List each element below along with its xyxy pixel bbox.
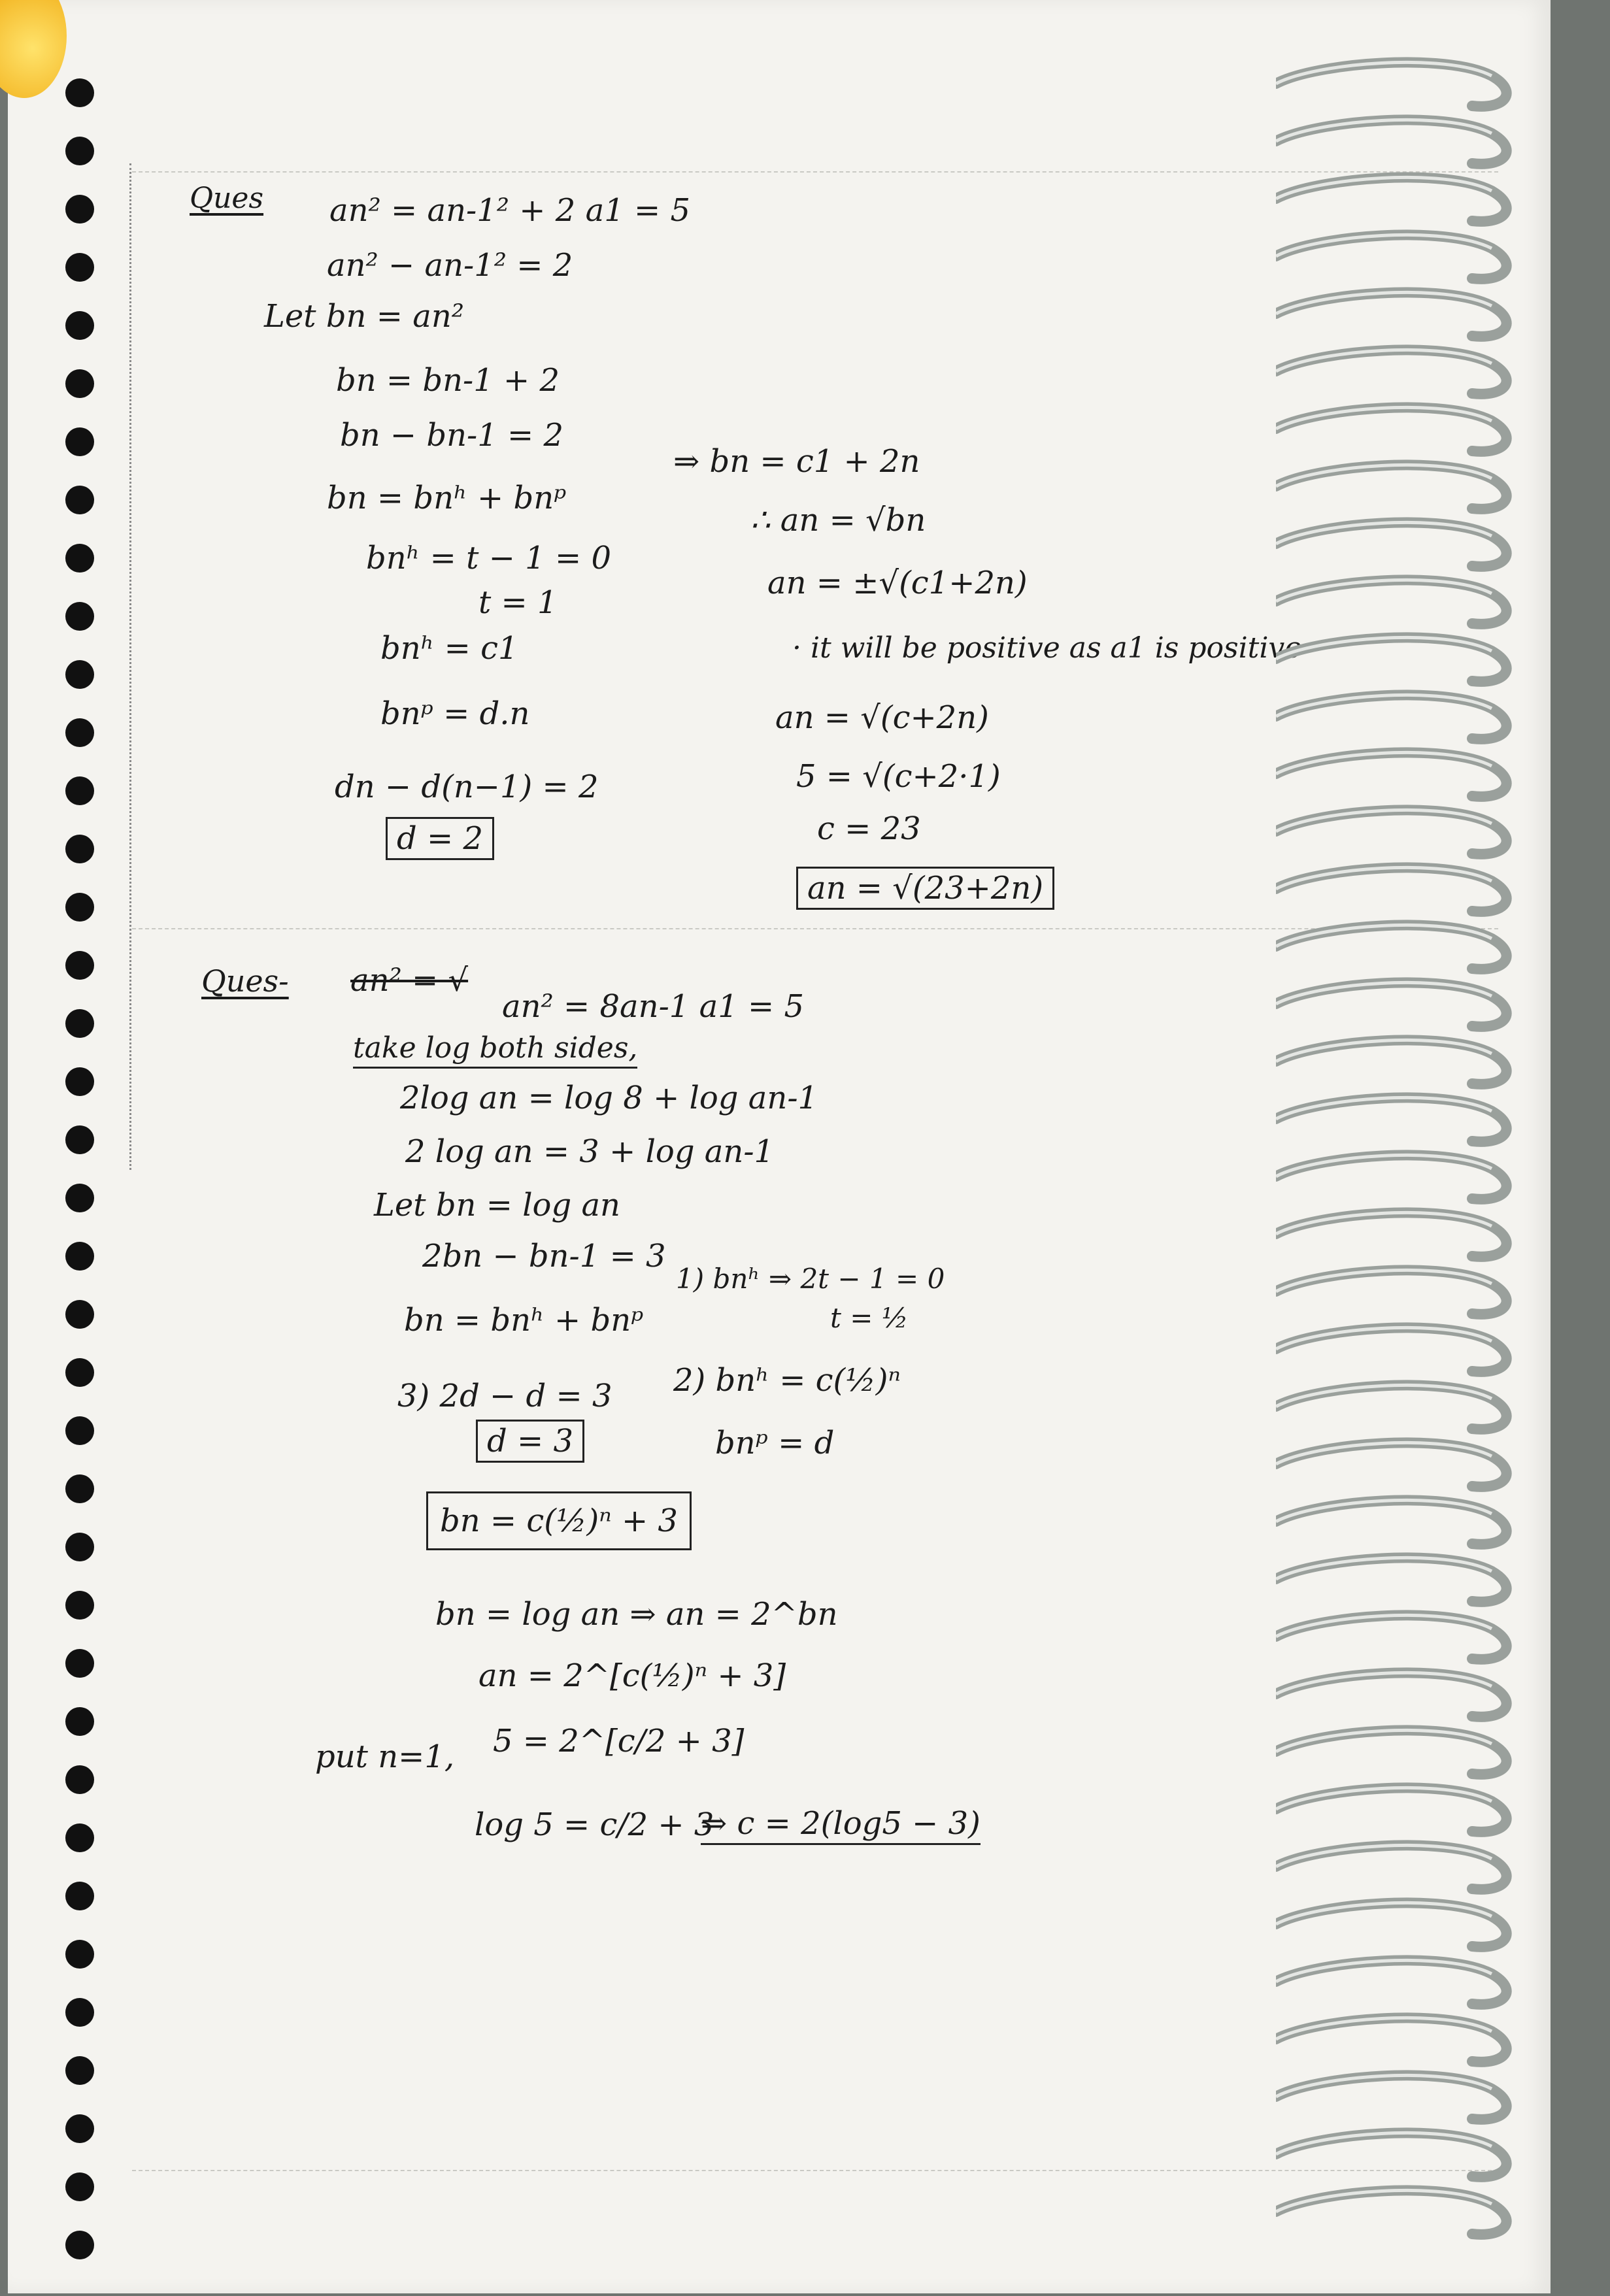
margin-line [129,163,131,1170]
q2-line: t = ½ [830,1302,909,1334]
q2-line: bn = bnʰ + bnᵖ [404,1302,644,1339]
q1-line: t = 1 [478,584,558,621]
punch-hole [65,1009,94,1038]
punch-hole [65,253,94,282]
q2-line: an = 2^[c(½)ⁿ + 3] [478,1657,786,1694]
punch-hole [65,1300,94,1329]
q2-line: bn = log an ⇒ an = 2^bn [435,1596,838,1633]
punch-hole [65,1649,94,1678]
punch-hole [65,427,94,456]
q2-line: 2) bnʰ = c(½)ⁿ [673,1362,901,1399]
q1-right-line: 5 = √(c+2·1) [796,758,1001,795]
punch-hole [65,2056,94,2085]
q1-right-line: c = 23 [817,810,921,847]
punch-hole [65,660,94,689]
q2-boxed-d: d = 3 [476,1420,584,1463]
q1-right-line: ∴ an = √bn [750,502,926,539]
q2-line: 5 = 2^[c/2 + 3] [493,1723,745,1759]
q2-struck-text: an² = √ [350,962,469,999]
punch-hole [65,1765,94,1794]
punch-hole [65,835,94,863]
punch-hole [65,1184,94,1212]
q1-right-line: an = ±√(c1+2n) [767,565,1028,601]
q1-line: bn = bn-1 + 2 [336,362,560,399]
punch-hole [65,1474,94,1503]
q2-line: 1) bnʰ ⇒ 2t − 1 = 0 [676,1263,945,1295]
q2-line: 3) 2d − d = 3 [397,1378,612,1414]
ques-label-1: Ques [190,182,264,215]
q1-line: an² − an-1² = 2 [327,247,573,284]
q1-line: bnʰ = c1 [380,630,518,667]
punch-hole [65,951,94,980]
punch-hole [65,1998,94,2027]
q2-line: 2log an = log 8 + log an-1 [400,1080,818,1116]
punch-hole [65,718,94,747]
punch-hole [65,486,94,514]
punch-hole [65,1067,94,1096]
q1-line: bnᵖ = d.n [380,695,530,732]
q1-line: bn − bn-1 = 2 [340,417,564,454]
q1-line: bn = bnʰ + bnᵖ [327,480,567,516]
q2-final-answer: ⇒ c = 2(log5 − 3) [701,1808,981,1845]
punch-hole [65,2231,94,2259]
punch-hole [65,2114,94,2143]
q1-line: Let bn = an² [264,298,464,335]
q1-boxed-result: d = 2 [386,817,494,860]
spiral-binding-svg [1276,0,1551,2293]
punch-hole [65,893,94,922]
punch-hole [65,776,94,805]
punch-hole [65,1242,94,1271]
punch-hole [65,1707,94,1736]
q1-line: an² = an-1² + 2 a1 = 5 [329,192,690,229]
punch-hole [65,1591,94,1620]
q2-line: Let bn = log an [374,1187,620,1223]
punch-hole [65,195,94,224]
q2-line: log 5 = c/2 + 3 [475,1806,714,1843]
punch-hole [65,137,94,165]
q2-line: 2bn − bn-1 = 3 [422,1238,666,1274]
q2-line: put n=1, [315,1739,455,1775]
q2-line: bnᵖ = d [715,1425,835,1461]
q2-line: take log both sides, [353,1034,637,1069]
yellow-sticker [0,0,67,98]
punch-hole [65,1882,94,1910]
punch-hole [65,544,94,573]
q1-line: bnʰ = t − 1 = 0 [366,540,611,576]
q1-line: dn − d(n−1) = 2 [335,769,599,805]
ques-label-2: Ques- [201,963,289,999]
punch-hole [65,1940,94,1969]
q1-right-line: · it will be positive as a1 is positive [792,631,1302,665]
punch-hole [65,1823,94,1852]
q1-right-line: an = √(c+2n) [775,699,989,736]
punch-hole [65,1416,94,1445]
punch-hole [65,1358,94,1387]
spiral-binding [1276,0,1551,2293]
punch-hole [65,1125,94,1154]
punch-hole [65,1533,94,1561]
q2-boxed-bn: bn = c(½)ⁿ + 3 [426,1491,692,1550]
punch-hole [65,369,94,398]
q2-line: 2 log an = 3 + log an-1 [405,1133,775,1170]
q2-line: an² = 8an-1 a1 = 5 [502,988,805,1025]
punch-hole [65,602,94,631]
q1-final-answer: an = √(23+2n) [796,867,1054,910]
punch-hole [65,2172,94,2201]
q1-right-line: ⇒ bn = c1 + 2n [673,443,920,480]
notebook-page [8,0,1551,2293]
punch-hole [65,311,94,340]
punch-hole [65,78,94,107]
